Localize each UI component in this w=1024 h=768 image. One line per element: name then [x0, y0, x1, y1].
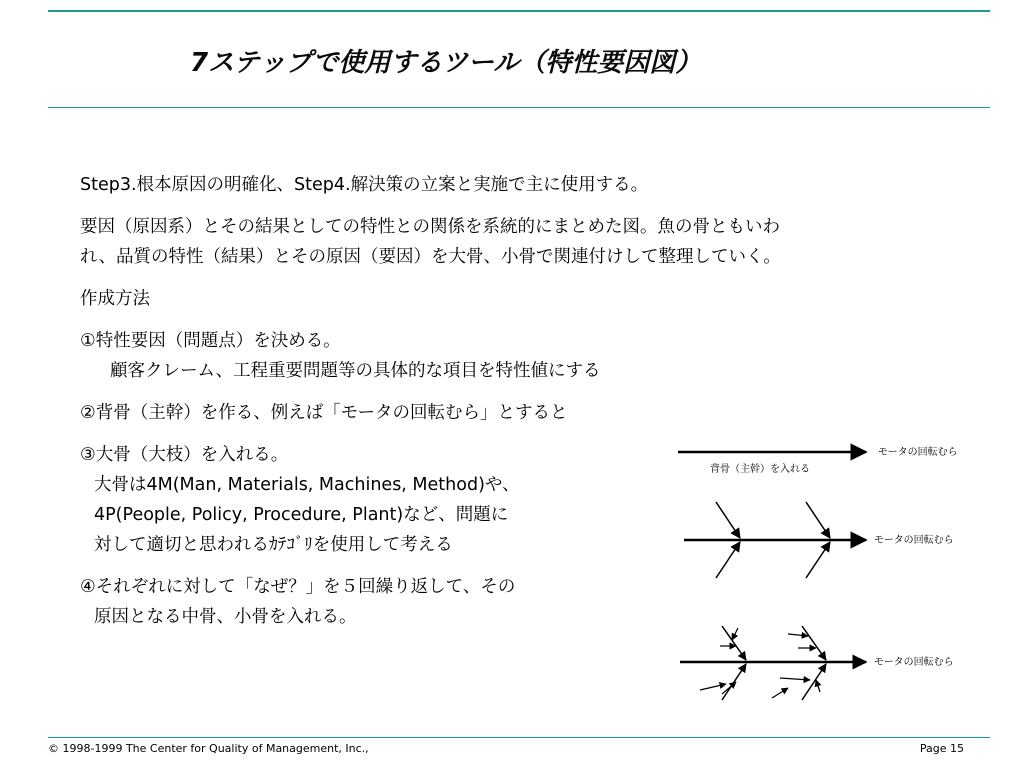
- small-bones-diagram: [670, 620, 990, 706]
- step-3: ③大骨（大枝）を入れる。: [80, 445, 289, 465]
- effect-label: モータの回転むら: [874, 657, 954, 668]
- effect-label: モータの回転むら: [874, 535, 954, 546]
- bone-lower-2: [806, 542, 830, 578]
- small-bone: [722, 682, 736, 694]
- spine-caption: 背骨（主幹）を入れる: [710, 464, 810, 475]
- step-1: ①特性要因（問題点）を決める。: [80, 331, 341, 351]
- title-rule: [48, 107, 990, 108]
- step-3-line-2: 4P(People, Policy, Procedure, Plant)など、問題に: [94, 505, 509, 525]
- page-number: Page 15: [919, 742, 964, 755]
- small-bone: [780, 678, 810, 680]
- small-bone: [772, 688, 788, 698]
- method-heading: 作成方法: [80, 289, 150, 309]
- bone-upper-1: [716, 502, 740, 538]
- step-2: ②背骨（主幹）を作る、例えば「モータの回転むら」とすると: [80, 403, 568, 423]
- step-3-line-3: 対して適切と思われるｶﾃｺﾞﾘを使用して考える: [94, 535, 453, 555]
- bone-upper-2: [802, 626, 826, 660]
- large-bones-diagram: [670, 494, 990, 584]
- step-4-line-1: ④それぞれに対して「なぜ？」を５回繰り返して、その: [80, 577, 516, 597]
- step-3-line-1: 大骨は4M(Man, Materials, Machines, Method)や、: [94, 475, 520, 495]
- usage-text: Step3.根本原因の明確化、Step4.解決策の立案と実施で主に使用する。: [80, 175, 649, 195]
- small-bone: [788, 634, 808, 636]
- step-4-line-2: 原因となる中骨、小骨を入れる。: [94, 607, 357, 627]
- definition-line-2: れ、品質の特性（結果）とその原因（要因）を大骨、小骨で関連付けして整理していく。: [80, 247, 781, 267]
- bone-lower-1: [716, 542, 740, 578]
- small-bone: [816, 680, 820, 692]
- step-1-detail: 顧客クレーム、工程重要問題等の具体的な項目を特性値にする: [110, 361, 601, 381]
- bone-upper-2: [806, 502, 830, 538]
- top-rule: [48, 10, 990, 12]
- bone-upper-1: [722, 626, 746, 660]
- small-bone: [732, 628, 738, 640]
- bone-lower-1: [722, 664, 746, 700]
- footer-rule: [48, 737, 990, 738]
- definition-line-1: 要因（原因系）とその結果としての特性との関係を系統的にまとめた図。魚の骨ともいわ: [80, 217, 780, 237]
- small-bone: [700, 684, 726, 690]
- copyright-text: © 1998-1999 The Center for Quality of Management, Inc.,: [48, 742, 369, 755]
- effect-label: モータの回転むら: [878, 447, 958, 458]
- slide-title: 7ステップで使用するツール（特性要因図）: [190, 48, 702, 78]
- spine-diagram: [670, 436, 990, 484]
- bone-lower-2: [802, 664, 826, 700]
